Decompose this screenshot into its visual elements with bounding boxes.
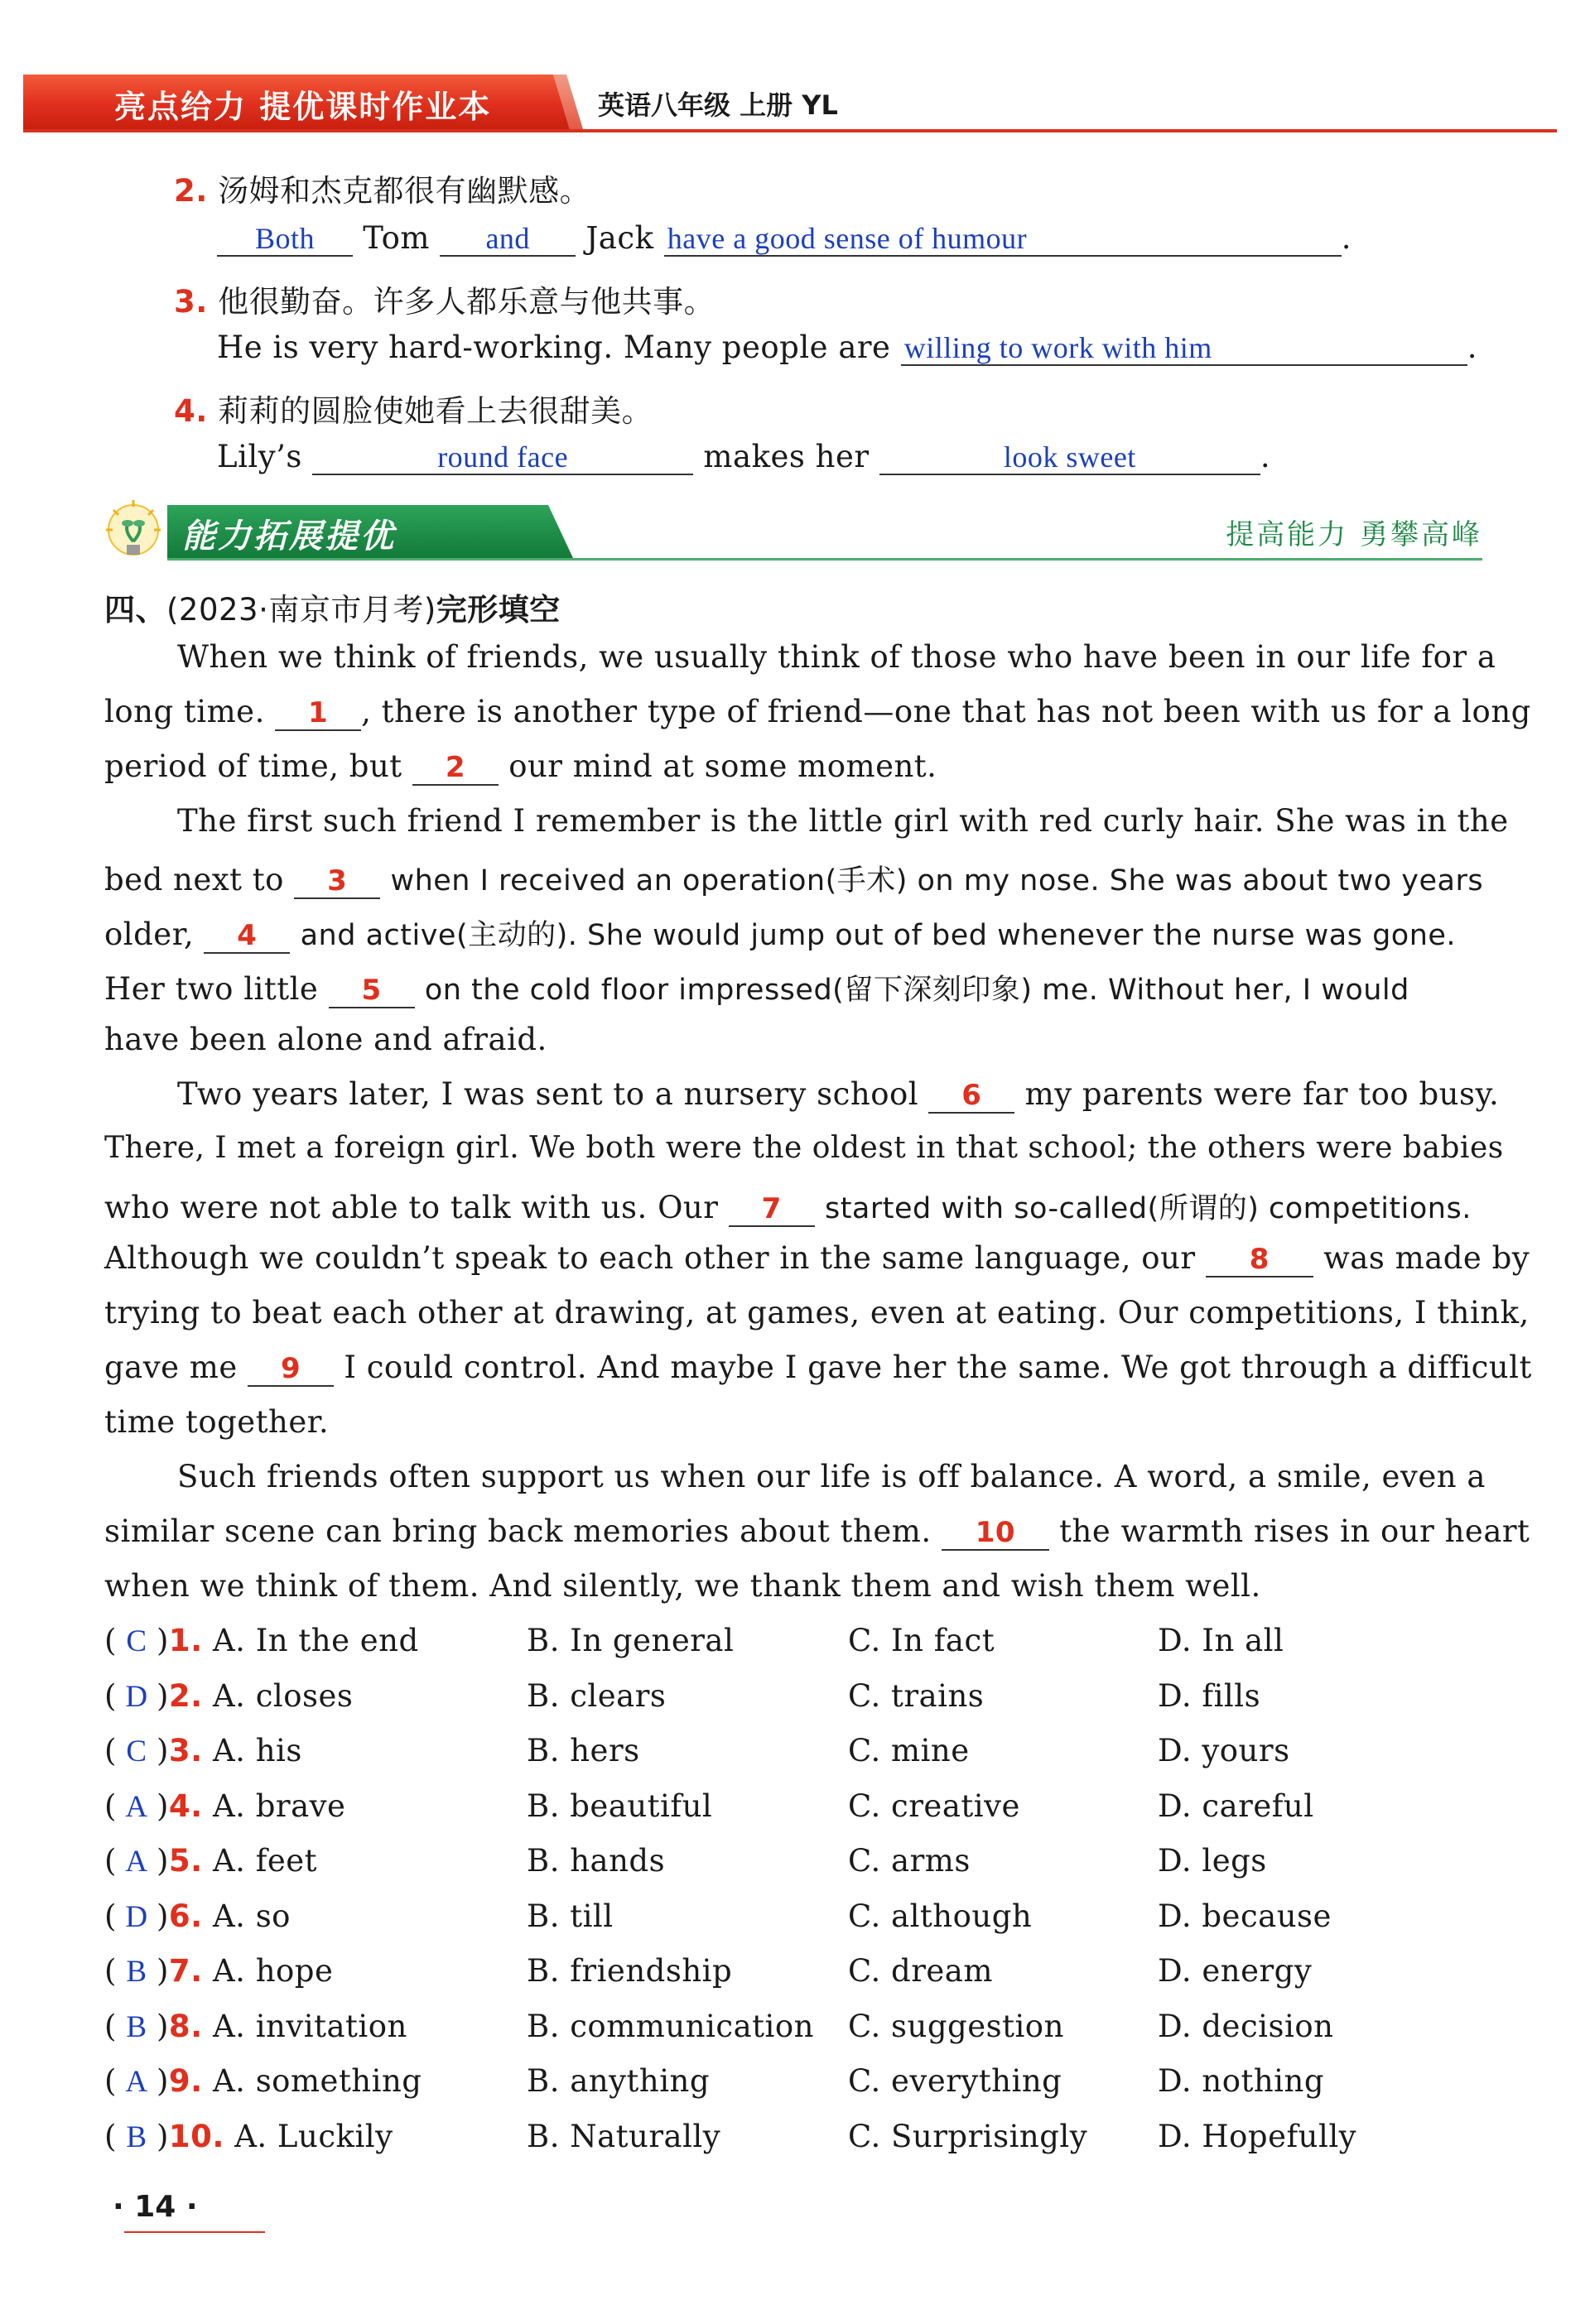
chinese-sentence: 汤姆和杰克都很有幽默感。 (218, 173, 591, 209)
passage-text: gave me (104, 1350, 238, 1385)
option-number: 2. (168, 1677, 203, 1714)
passage-line: time together. (104, 1404, 330, 1440)
chinese-sentence: 他很勤奋。许多人都乐意与他共事。 (218, 284, 716, 320)
option-number: 9. (168, 2063, 203, 2099)
passage-text: the warmth rises in our heart (1059, 1513, 1530, 1549)
answer-choice[interactable]: A (125, 1789, 148, 1824)
option-row-5 (104, 1843, 317, 1879)
passage-line (104, 694, 1531, 731)
passage-text: similar scene can bring back memories about them. (104, 1513, 932, 1549)
option-number: 4. (168, 1788, 203, 1824)
passage-line (104, 912, 1487, 954)
option-b: B. Naturally (527, 2118, 721, 2154)
option-d: D. In all (1158, 1623, 1284, 1658)
option-d: D. legs (1158, 1843, 1267, 1879)
answer-blank[interactable]: willing to work with him (901, 331, 1467, 366)
option-b: B. hands (527, 1843, 666, 1879)
option-a: A. something (212, 2063, 422, 2099)
answer-blank[interactable]: and (440, 222, 576, 257)
cloze-blank[interactable]: 1 (275, 696, 361, 731)
option-a: A. brave (212, 1788, 346, 1824)
answer-choice[interactable]: A (125, 1845, 148, 1879)
option-number: 6. (168, 1898, 203, 1934)
option-c: C. everything (848, 2063, 1062, 2099)
period: . (1260, 439, 1271, 474)
passage-line: When we think of friends, we usually think of those who have been in our life for a (177, 639, 1496, 675)
answer-blank[interactable]: look sweet (879, 440, 1260, 475)
paren-close: ) (156, 1623, 169, 1658)
passage-text: Two years later, I was sent to a nursery school (177, 1076, 919, 1112)
option-c: C. arms (848, 1843, 971, 1879)
passage-line (177, 1076, 1560, 1114)
option-number: 7. (168, 1953, 203, 1989)
option-d: D. fills (1158, 1677, 1261, 1714)
option-c: C. creative (848, 1788, 1020, 1824)
option-row-10 (104, 2119, 393, 2155)
cloze-blank[interactable]: 8 (1206, 1243, 1313, 1277)
question-2-answer-line (217, 220, 1352, 257)
paren-close: ) (156, 2118, 169, 2154)
passage-line (104, 748, 1487, 786)
question-number: 3. (174, 284, 208, 320)
question-3-answer-line (217, 330, 1477, 366)
option-a: A. invitation (212, 2008, 407, 2044)
option-a: A. Luckily (234, 2118, 393, 2154)
paren-open: ( (104, 1898, 117, 1934)
paren-close: ) (156, 1677, 169, 1714)
question-number: 2. (174, 173, 208, 209)
paren-open: ( (104, 1843, 117, 1879)
answer-choice[interactable]: D (125, 1679, 148, 1714)
book-subtitle: 英语八年级 上册 YL (598, 89, 838, 121)
option-b: B. communication (527, 2008, 814, 2044)
option-d: D. energy (1158, 1953, 1313, 1989)
answer-choice[interactable]: C (126, 1735, 147, 1768)
passage-line (104, 967, 1487, 1008)
paren-close: ) (156, 1788, 169, 1824)
option-number: 8. (168, 2008, 203, 2044)
answer-choice[interactable]: D (125, 1899, 148, 1934)
option-c: C. suggestion (848, 2008, 1064, 2044)
option-c: C. mine (848, 1733, 970, 1768)
option-c: C. trains (848, 1677, 985, 1714)
passage-text: on the cold floor impressed(留下深刻印象) me. Without her, I would (424, 974, 1409, 1007)
question-3-prompt (174, 277, 715, 321)
cloze-blank[interactable]: 9 (248, 1352, 334, 1387)
paren-close: ) (156, 1843, 169, 1879)
page-number: · 14 · (113, 2190, 198, 2224)
option-b: B. till (527, 1898, 614, 1934)
question-4-answer-line (217, 439, 1270, 475)
option-a: A. closes (212, 1677, 354, 1714)
option-b: B. clears (527, 1677, 667, 1714)
paren-open: ( (104, 1677, 117, 1714)
passage-text: our mind at some moment. (508, 748, 937, 784)
passage-text: who were not able to talk with us. Our (104, 1190, 719, 1225)
section-banner (99, 498, 1482, 566)
cloze-blank[interactable]: 2 (412, 751, 499, 786)
cloze-heading (104, 585, 561, 629)
sentence-word: Lily’s (217, 439, 302, 474)
question-2-prompt (174, 166, 590, 210)
cloze-blank[interactable]: 10 (942, 1516, 1049, 1551)
option-d: D. Hopefully (1158, 2118, 1357, 2154)
option-d: D. decision (1158, 2008, 1334, 2044)
passage-text: started with so-called(所谓的) competitions. (824, 1192, 1472, 1225)
option-c: C. dream (848, 1953, 993, 1989)
option-a: A. so (212, 1898, 291, 1934)
passage-line: have been alone and afraid. (104, 1022, 547, 1057)
option-number: 3. (168, 1733, 203, 1768)
option-row-2 (104, 1678, 353, 1715)
answer-choice[interactable]: A (125, 2065, 148, 2099)
sentence-word: makes her (703, 439, 870, 474)
cloze-blank[interactable]: 6 (928, 1079, 1014, 1114)
period: . (1341, 220, 1352, 256)
option-a: A. his (212, 1733, 302, 1768)
answer-choice[interactable]: B (126, 2120, 147, 2154)
passage-line (104, 1240, 1530, 1277)
heading-type: 完形填空 (436, 592, 561, 628)
option-b: B. anything (527, 2063, 711, 2099)
paren-open: ( (104, 1623, 117, 1658)
passage-line (104, 1350, 1532, 1387)
option-row-3 (104, 1733, 302, 1769)
passage-text: older, (104, 917, 195, 952)
answer-blank[interactable]: have a good sense of humour (664, 222, 1342, 257)
chinese-sentence: 莉莉的圆脸使她看上去很甜美。 (218, 393, 653, 429)
book-title: 亮点给力 提优课时作业本 (114, 89, 492, 125)
passage-line: when we think of them. And silently, we thank them and wish them well. (104, 1568, 1261, 1604)
english-sentence: He is very hard-working. Many people are (217, 330, 891, 365)
section-slogan: 提高能力 勇攀高峰 (1226, 518, 1482, 551)
option-b: B. hers (527, 1733, 640, 1768)
answer-blank[interactable]: round face (312, 440, 693, 475)
option-d: D. careful (1158, 1788, 1314, 1824)
passage-text: and active(主动的). She would jump out of bed whenever the nurse was gone. (300, 919, 1457, 952)
option-row-4 (104, 1788, 345, 1825)
paren-open: ( (104, 2063, 117, 2099)
option-row-1 (104, 1623, 419, 1659)
passage-line: trying to beat each other at drawing, at games, even at eating. Our competitions, I think, (104, 1295, 1530, 1330)
option-row-9 (104, 2063, 422, 2100)
option-row-8 (104, 2009, 407, 2045)
passage-text: Although we couldn’t speak to each other in the same language, our (104, 1240, 1196, 1276)
option-number: 10. (168, 2118, 224, 2154)
option-number: 5. (168, 1843, 203, 1879)
passage-line: There, I met a foreign girl. We both were the oldest in that school; the others were babies (104, 1131, 1504, 1165)
paren-close: ) (156, 1733, 169, 1768)
cloze-blank[interactable]: 3 (294, 864, 380, 899)
paren-close: ) (156, 2063, 169, 2099)
question-4-prompt (174, 386, 653, 431)
header-rule (23, 129, 1557, 132)
page-header (23, 75, 1557, 129)
passage-text: was made by (1323, 1240, 1530, 1276)
section-rule (167, 558, 1482, 561)
sentence-word: Jack (585, 220, 654, 256)
answer-choice[interactable]: C (126, 1624, 147, 1658)
option-a: A. In the end (212, 1623, 419, 1658)
passage-line (104, 1186, 1487, 1227)
option-a: A. feet (212, 1843, 318, 1879)
answer-choice[interactable]: B (126, 1955, 147, 1989)
answer-blank[interactable]: Both (217, 222, 353, 257)
passage-text: I could control. And maybe I gave her the same. We got through a difficult (344, 1350, 1532, 1385)
option-b: B. friendship (527, 1953, 733, 1989)
option-d: D. because (1158, 1898, 1332, 1934)
option-row-7 (104, 1953, 333, 1990)
option-number: 1. (168, 1623, 203, 1658)
lightbulb-icon (99, 498, 167, 566)
passage-line (104, 1513, 1530, 1551)
option-b: B. beautiful (527, 1788, 713, 1824)
cloze-blank[interactable]: 5 (329, 974, 415, 1008)
paren-open: ( (104, 1953, 117, 1989)
sentence-word: Tom (363, 220, 430, 256)
paren-open: ( (104, 1788, 117, 1824)
paren-close: ) (156, 2008, 169, 2044)
paren-open: ( (104, 2008, 117, 2044)
option-a: A. hope (212, 1953, 334, 1989)
passage-text: Her two little (104, 971, 319, 1007)
passage-text: when I received an operation(手术) on my nose. She was about two years (390, 864, 1484, 897)
question-number: 4. (174, 393, 208, 429)
passage-line: The first such friend I remember is the little girl with red curly hair. She was in the (177, 803, 1509, 839)
passage-text: , there is another type of friend—one that has not been with us for a long (361, 694, 1531, 729)
option-row-6 (104, 1898, 291, 1935)
paren-open: ( (104, 1733, 117, 1768)
option-c: C. Surprisingly (848, 2118, 1088, 2154)
passage-text: my parents were far too busy. (1024, 1076, 1500, 1112)
passage-line: Such friends often support us when our life is off balance. A word, a smile, even a (177, 1459, 1486, 1494)
option-d: D. nothing (1158, 2063, 1325, 2099)
heading-number: 四、 (104, 592, 166, 628)
cloze-blank[interactable]: 7 (729, 1192, 815, 1227)
section-title: 能力拓展提优 (182, 517, 396, 556)
option-c: C. In fact (848, 1623, 995, 1658)
option-c: C. although (848, 1898, 1033, 1934)
option-d: D. yours (1158, 1733, 1290, 1768)
cloze-blank[interactable]: 4 (204, 919, 290, 954)
passage-text: long time. (104, 694, 265, 729)
answer-choice[interactable]: B (126, 2009, 147, 2044)
option-b: B. In general (527, 1623, 735, 1658)
heading-source: (2023·南京市月考) (166, 592, 436, 628)
paren-open: ( (104, 2118, 117, 2154)
passage-text: bed next to (104, 862, 284, 897)
paren-close: ) (156, 1953, 169, 1989)
passage-text: period of time, but (104, 748, 402, 784)
passage-line (104, 858, 1487, 899)
footer-rule (124, 2231, 265, 2233)
period: . (1467, 330, 1477, 365)
paren-close: ) (156, 1898, 169, 1934)
